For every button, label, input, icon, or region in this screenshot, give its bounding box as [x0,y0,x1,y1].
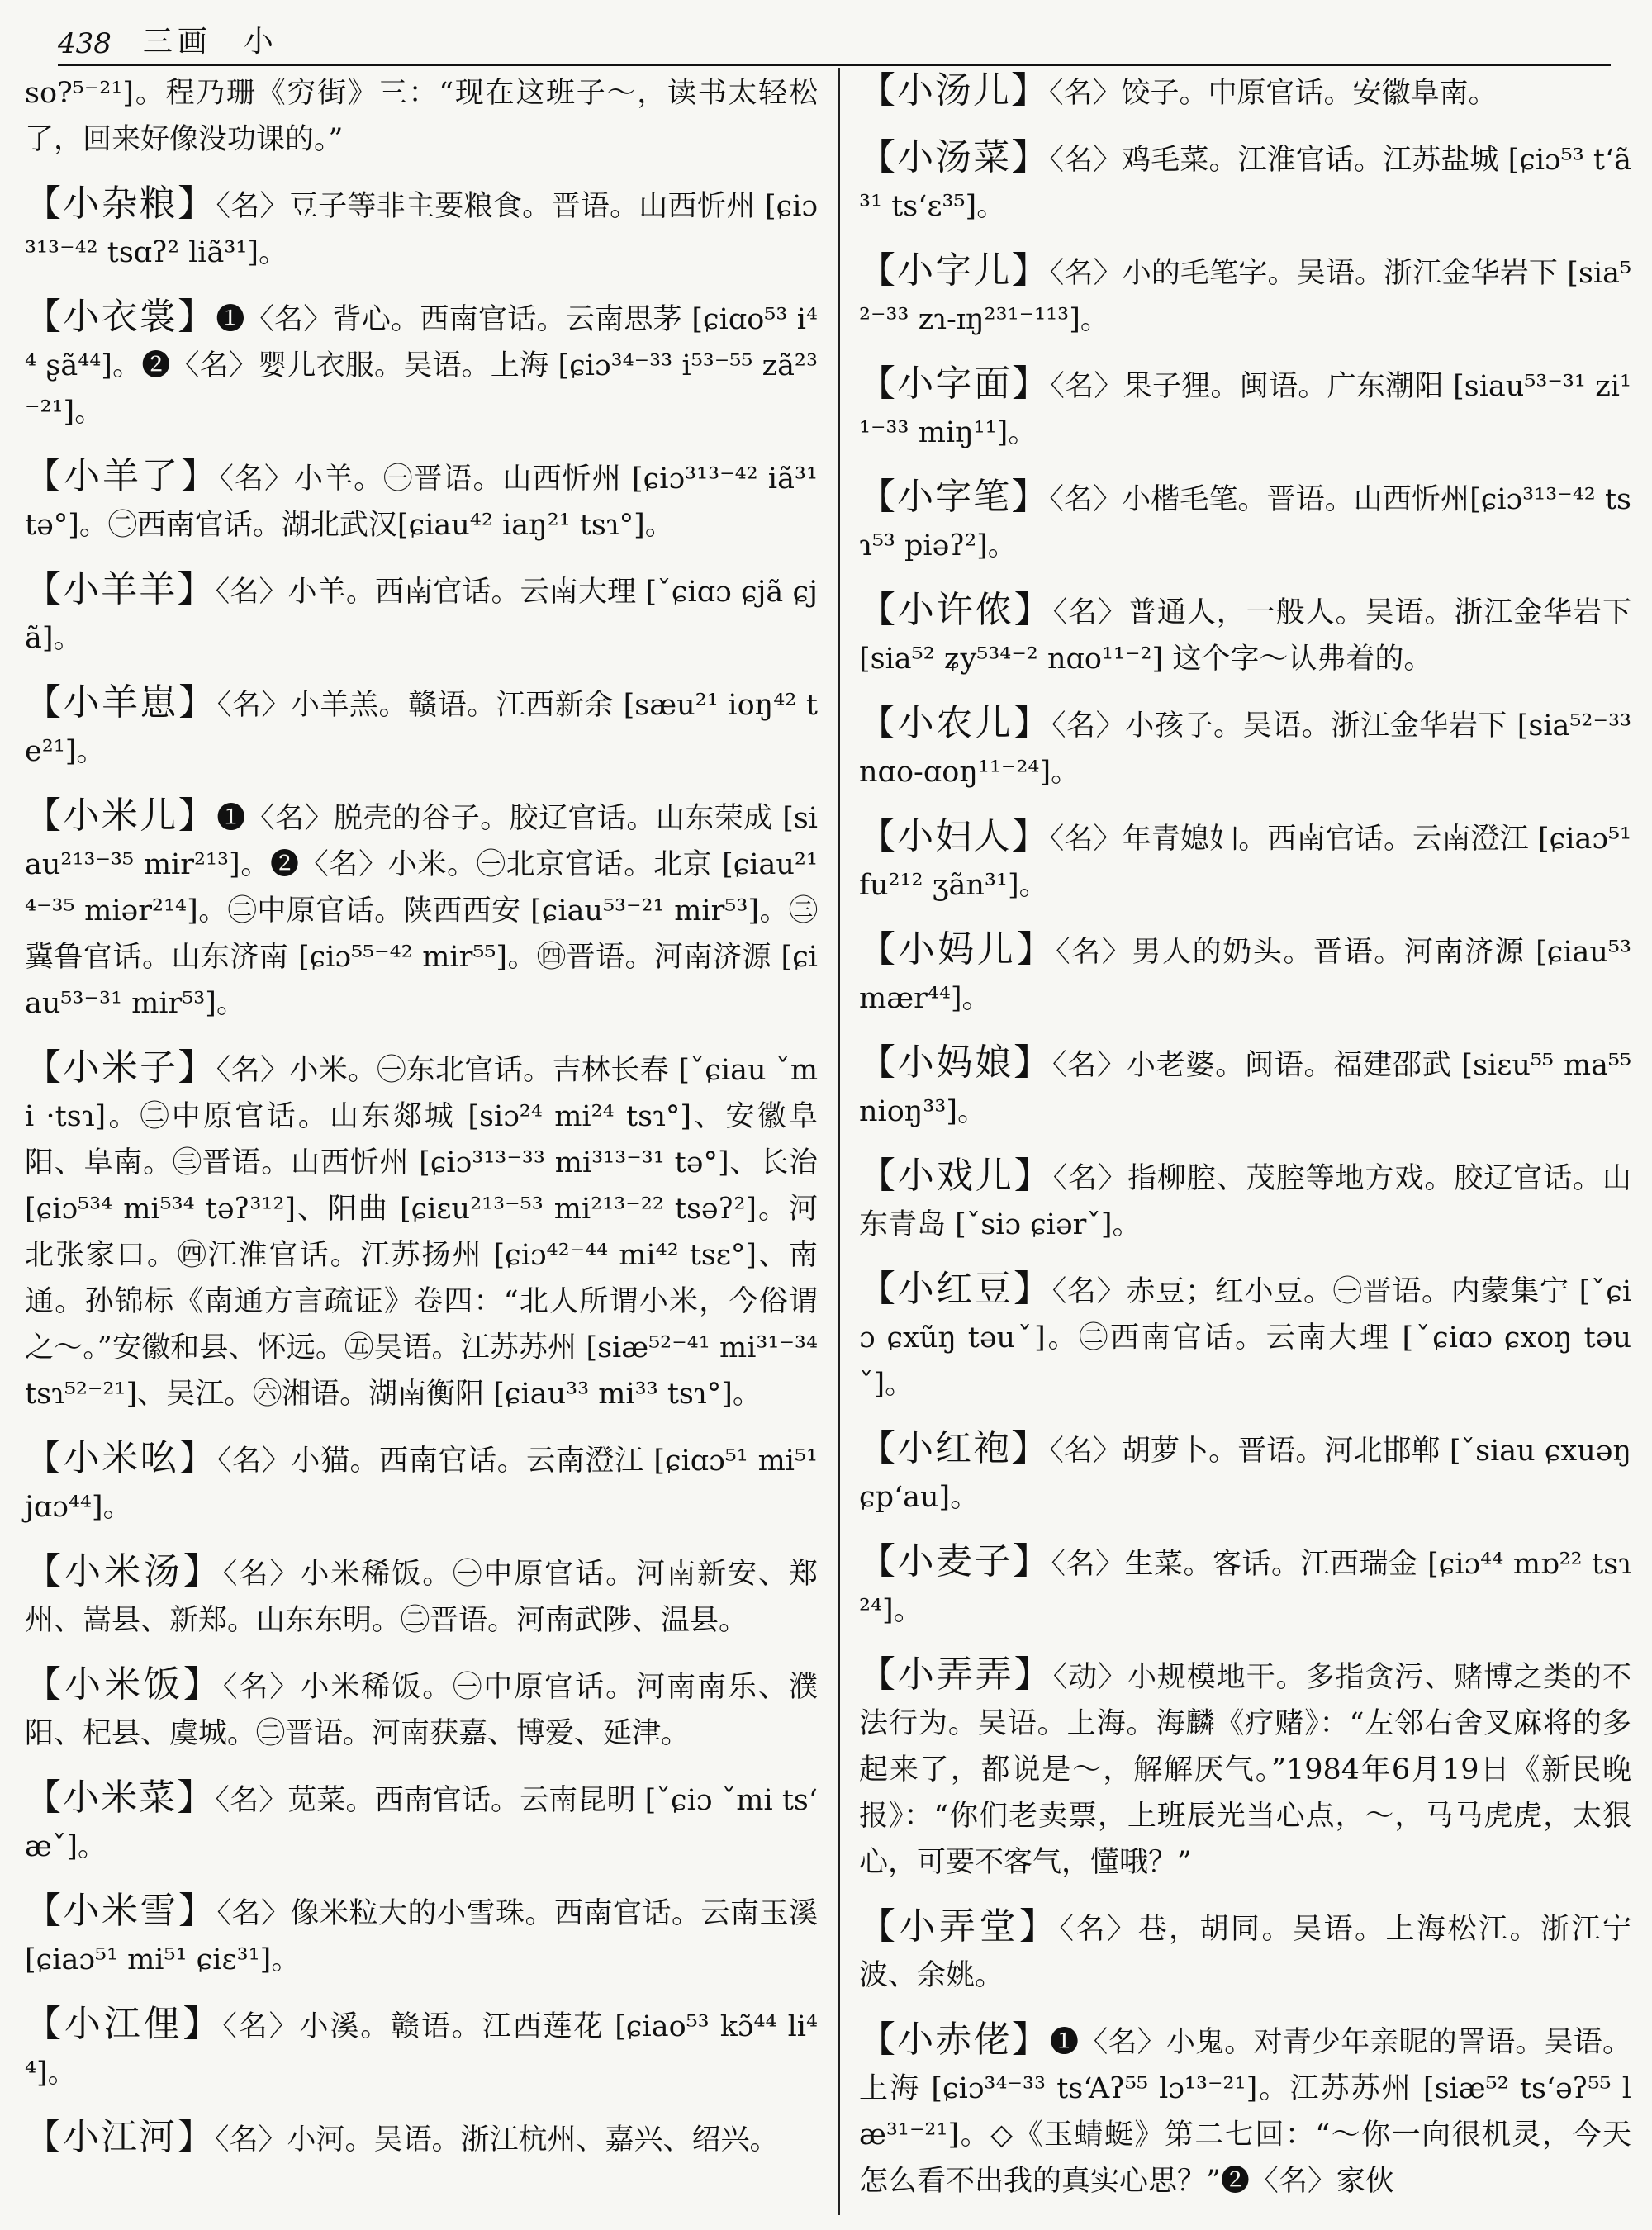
dictionary-entry [859,68,1631,116]
entry-headword: 【小米菜】 [25,1777,216,1819]
entry-headword: 【小米儿】 [25,795,217,837]
entry-headword: 【小汤菜】 [859,136,1050,178]
entry-definition: 〈名〉小老婆。闽语。福建邵武 [siɛu⁵⁵ ma⁵⁵ nioŋ³³]。 [859,1049,1631,1128]
dictionary-entry [25,680,818,775]
entry-headword: 【小妈儿】 [859,928,1056,970]
entry-definition: 〈名〉小孩子。吴语。浙江金华岩下 [sia⁵²⁻³³ nɑo-ɑoŋ¹¹⁻²⁴]。 [859,709,1632,789]
dictionary-entry [859,1539,1631,1634]
entry-headword: 【小汤儿】 [859,69,1049,112]
entry-definition: 〈名〉指柳腔、茂腔等地方戏。胶辽官话。山东青岛 [ˇsiɔ ɕiərˇ]。 [859,1162,1631,1241]
entry-definition: 〈名〉年青媳妇。西南官话。云南澄江 [ɕiaɔ⁵¹ fu²¹² ʒãn³¹]。 [859,823,1632,902]
entry-definition: 〈名〉小米。㊀东北官话。吉林长春 [ˇɕiau ˇmi ·tsɿ]。㊁中原官话。山东郯城 [siɔ²⁴ mi²⁴ tsɿ°]、安徽阜阳、阜南。㊂晋语。山西忻州 [ɕiɔ³¹³⁻³³ mi³¹³⁻³¹ tə°]、长治 [ɕiɔ⁵³⁴ mi⁵³⁴ təʔ³¹²]、阳曲 [ɕiɛu²¹³⁻⁵³ mi²¹³⁻²² tsəʔ²]。河北张家口。㊃江淮官话。江苏扬州 [ɕiɔ⁴²⁻⁴⁴ mi⁴² tsɛ°]、南通。孙锦标《南通方言疏证》卷四：“北人所谓小米，今俗谓之～。”安徽和县、怀远。㊄吴语。江苏苏州 [siæ⁵²⁻⁴¹ mi³¹⁻³⁴ tsɿ⁵²⁻²¹]、吴江。㊅湘语。湖南衡阳 [ɕiau³³ mi³³ tsɿ°]。 [25,1054,819,1411]
entry-definition: ❶〈名〉小鬼。对青少年亲昵的詈语。吴语。上海 [ɕiɔ³⁴⁻³³ tsʻAʔ⁵⁵ lɔ¹³⁻²¹]。江苏苏州 [siæ⁵² tsʻəʔ⁵⁵ læ³¹⁻²¹]。◇《玉蜻蜓》第二七回：“～你一向很机灵，今天怎么看不出我的真实心思？”❷〈名〉家伙 [859,2026,1631,2198]
entry-headword: 【小麦子】 [859,1540,1051,1582]
entry-headword: 【小字面】 [859,363,1051,405]
entry-headword: 【小戏儿】 [859,1155,1053,1197]
entry-headword: 【小米饭】 [25,1663,223,1706]
entry-definition: 〈名〉普通人，一般人。吴语。浙江金华岩下 [sia⁵² ʑy⁵³⁴⁻² nɑo¹¹⁻²] 这个字～认弗着的。 [859,596,1631,676]
dictionary-entry [25,68,818,163]
entry-definition: 〈名〉小溪。赣语。江西莲花 [ɕiao⁵³ kɔ̃⁴⁴ li⁴⁴]。 [25,2010,818,2090]
entry-definition: 〈名〉小的毛笔字。吴语。浙江金华岩下 [sia⁵²⁻³³ zɿ-ɪŋ²³¹⁻¹¹³]。 [859,257,1631,336]
dictionary-entry [25,1775,818,1870]
dictionary-entry [25,294,818,435]
entry-definition: ❶〈名〉背心。西南官话。云南思茅 [ɕiɑo⁵³ i⁴⁴ ʂã⁴⁴]。❷〈名〉婴儿衣服。吴语。上海 [ɕiɔ³⁴⁻³³ i⁵³⁻⁵⁵ zã²³⁻²¹]。 [25,303,818,429]
entry-headword: 【小米子】 [25,1046,216,1089]
entry-definition: 〈名〉赤豆；红小豆。㊀晋语。内蒙集宁 [ˇɕiɔ ɕxũŋ təuˇ]。㊁西南官话。云南大理 [ˇɕiɑɔ ɕxoŋ təuˇ]。 [859,1275,1632,1401]
entry-definition: 〈名〉小米稀饭。㊀中原官话。河南新安、郑州、嵩县、新郑。山东东明。㊁晋语。河南武陟、温县。 [25,1558,818,1637]
page-number: 438 [58,27,112,60]
dictionary-entry [859,1266,1631,1407]
entry-definition: 〈名〉小羊羔。赣语。江西新余 [sæu²¹ ioŋ⁴² te²¹]。 [25,689,818,768]
dictionary-entry [25,2114,818,2163]
entry-definition: 〈名〉像米粒大的小雪珠。西南官话。云南玉溪 [ɕiaɔ⁵¹ mi⁵¹ ɕiɛ³¹]。 [25,1897,818,1976]
entry-definition: 〈动〉小规模地干。多指贪污、赌博之类的不法行为。吴语。上海。海麟《疗赌》：“左邻右舍叉麻将的多起来了，都说是～，解解厌气。”1984年6月19日《新民晚报》：“你们老卖票，上班辰光当心点，～，马马虎虎，太狠心，可要不客气，懂哦？” [859,1661,1631,1879]
entry-definition: 〈名〉豆子等非主要粮食。晋语。山西忻州 [ɕiɔ³¹³⁻⁴² tsɑʔ² liã³¹]。 [25,190,818,269]
entry-headword: 【小杂粮】 [25,183,216,225]
dictionary-entry [25,1435,818,1530]
entry-definition: 〈名〉小猫。西南官话。云南澄江 [ɕiɑɔ⁵¹ mi⁵¹ jɑɔ⁴⁴]。 [25,1445,819,1524]
entry-headword: 【小衣裳】 [25,296,216,338]
entry-headword: 【小赤佬】 [859,2019,1051,2061]
column-divider [838,68,840,2215]
entry-definition: 〈名〉饺子。中原官话。安徽阜南。 [1049,77,1498,110]
entry-definition: ❶〈名〉脱壳的谷子。胶辽官话。山东荣成 [siau²¹³⁻³⁵ mir²¹³]。❷〈名〉小米。㊀北京官话。北京 [ɕiau²¹⁴⁻³⁵ miər²¹⁴]。㊁中原官话。陕西西安 [ɕiau⁵³⁻²¹ mir⁵³]。㊂冀鲁官话。山东济南 [ɕiɔ⁵⁵⁻⁴² mir⁵⁵]。㊃晋语。河南济源 [ɕiau⁵³⁻³¹ mir⁵³]。 [25,802,819,1020]
entry-definition: 〈名〉小米稀饭。㊀中原官话。河南南乐、濮阳、杞县、虞城。㊁晋语。河南获嘉、博爱、延津。 [25,1671,818,1750]
index-character: 小 [243,25,278,59]
entry-definition: 〈名〉男人的奶头。晋语。河南济源 [ɕiau⁵³ mær⁴⁴]。 [859,936,1631,1015]
entry-definition: so?⁵⁻²¹]。程乃珊《穷街》三：“现在这班子～，读书太轻松了，回来好像没功课的。” [25,77,818,156]
entry-headword: 【小字笔】 [859,476,1050,518]
entry-headword: 【小弄堂】 [859,1905,1060,1948]
entry-headword: 【小羊了】 [25,455,220,497]
entry-headword: 【小红豆】 [859,1268,1052,1310]
dictionary-entry [859,700,1631,795]
dictionary-entry [859,361,1631,456]
dictionary-entry [859,1652,1631,1886]
entry-definition: 〈名〉小楷毛笔。晋语。山西忻州[ɕiɔ³¹³⁻⁴² tsɿ⁵³ piəʔ²]。 [859,483,1632,562]
page-header [58,17,1611,66]
entry-headword: 【小许侬】 [859,589,1053,631]
dictionary-entry [859,587,1631,682]
entry-headword: 【小农儿】 [859,702,1051,744]
entry-definition: 〈名〉小河。吴语。浙江杭州、嘉兴、绍兴。 [215,2123,779,2156]
dictionary-entry [859,135,1631,230]
dictionary-entry [859,2017,1631,2204]
entry-definition: 〈名〉鸡毛菜。江淮官话。江苏盐城 [ɕiɔ⁵³ tʻã³¹ tsʻɛ³⁵]。 [859,144,1631,223]
entry-definition: 〈名〉生菜。客话。江西瑞金 [ɕiɔ⁴⁴ mɒ²² tsɿ²⁴]。 [859,1548,1632,1627]
entry-definition: 〈名〉小羊。西南官话。云南大理 [ˇɕiɑɔ ɕjã ɕjã]。 [25,576,818,655]
entry-definition: 〈名〉胡萝卜。晋语。河北邯郸 [ˇsiau ɕxuəŋ ɕpʻau]。 [859,1435,1632,1514]
dictionary-entry [25,793,818,1027]
entry-headword: 【小米汤】 [25,1550,223,1592]
dictionary-entry [25,181,818,276]
entry-headword: 【小妇人】 [859,815,1050,857]
entry-headword: 【小江俚】 [25,2003,223,2045]
dictionary-entry [25,1888,818,1983]
dictionary-entry [859,474,1631,569]
dictionary-entry [859,248,1631,343]
dictionary-entry [25,567,818,662]
entry-definition: 〈名〉苋菜。西南官话。云南昆明 [ˇɕiɔ ˇmi tsʻæˇ]。 [25,1784,819,1863]
dictionary-entry [859,814,1631,909]
dictionary-entry [859,1153,1631,1248]
entry-headword: 【小红袍】 [859,1427,1050,1469]
left-column [25,68,818,2181]
dictionary-entry [25,1549,818,1644]
entry-definition: 〈名〉小羊。㊀晋语。山西忻州 [ɕiɔ³¹³⁻⁴² iã³¹ tə°]。㊁西南官话。湖北武汉[ɕiau⁴² iaŋ²¹ tsɿ°]。 [25,463,818,542]
dictionary-entry [25,1045,818,1417]
dictionary-entry [25,2001,818,2096]
dictionary-entry [859,1904,1631,1999]
entry-headword: 【小字儿】 [859,249,1050,292]
dictionary-entry [25,1662,818,1757]
dictionary-entry [859,1426,1631,1521]
entry-definition: 〈名〉巷，胡同。吴语。上海松江。浙江宁波、余姚。 [859,1913,1631,1992]
entry-headword: 【小妈娘】 [859,1041,1052,1084]
entry-headword: 【小羊羊】 [25,568,216,610]
dictionary-entry [859,1040,1631,1135]
entry-headword: 【小弄弄】 [859,1654,1053,1696]
dictionary-entry [25,453,818,548]
right-column [859,68,1631,2223]
entry-headword: 【小羊崽】 [25,681,217,724]
entry-headword: 【小米吆】 [25,1437,218,1479]
section-label: 三画 [142,25,212,59]
dictionary-entry [859,927,1631,1022]
entry-headword: 【小米雪】 [25,1890,217,1932]
entry-headword: 【小江河】 [25,2116,215,2158]
entry-definition: 〈名〉果子狸。闽语。广东潮阳 [siau⁵³⁻³¹ zi¹¹⁻³³ miŋ¹¹]。 [859,370,1632,449]
